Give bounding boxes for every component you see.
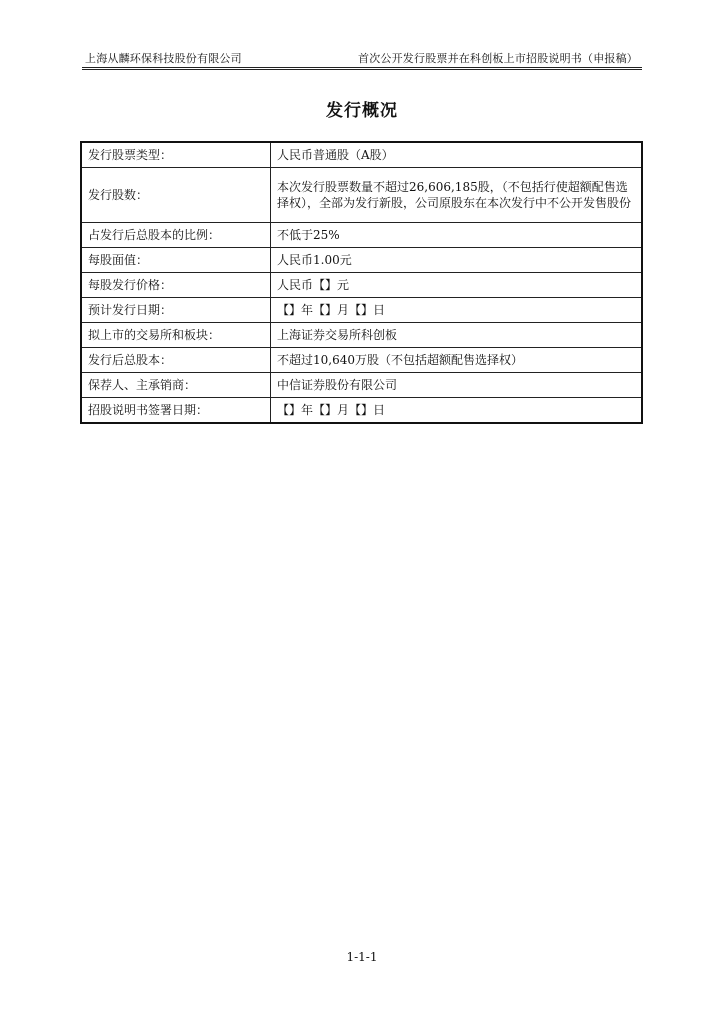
- table-row: [81, 223, 642, 248]
- row-label: 每股发行价格：: [81, 273, 271, 298]
- row-value: 不超过10,640万股（不包括超额配售选择权）: [271, 348, 643, 373]
- row-value: 本次发行股票数量不超过26,606,185股，（不包括行使超额配售选择权），全部为发行新股，公司原股东在本次发行中不公开发售股份: [271, 168, 643, 223]
- row-value: 人民币普通股（A股）: [271, 142, 643, 168]
- header-divider: [82, 67, 642, 68]
- row-value: 中信证券股份有限公司: [271, 373, 643, 398]
- row-label: 发行后总股本：: [81, 348, 271, 373]
- page-title: 发行概况: [326, 101, 398, 121]
- table-row: [81, 398, 642, 424]
- row-label: 发行股票类型：: [81, 142, 271, 168]
- row-label: 每股面值：: [81, 248, 271, 273]
- page-number: 1-1-1: [346, 950, 378, 964]
- row-value: 【】年【】月【】日: [271, 298, 643, 323]
- offering-summary-table: [80, 141, 643, 424]
- row-label: 预计发行日期：: [81, 298, 271, 323]
- header-company-name: 上海从麟环保科技股份有限公司: [85, 52, 242, 65]
- row-label: 占发行后总股本的比例：: [81, 223, 271, 248]
- header-divider-secondary: [82, 69, 642, 70]
- row-value: 【】年【】月【】日: [271, 398, 643, 424]
- table-row: [81, 348, 642, 373]
- row-value: 人民币【】元: [271, 273, 643, 298]
- table-row: [81, 373, 642, 398]
- row-label: 拟上市的交易所和板块：: [81, 323, 271, 348]
- table-row: [81, 168, 642, 223]
- row-label: 发行股数：: [81, 168, 271, 223]
- row-label: 招股说明书签署日期：: [81, 398, 271, 424]
- row-value: 不低于25%: [271, 223, 643, 248]
- table-row: [81, 298, 642, 323]
- table-row: [81, 248, 642, 273]
- table-row: [81, 142, 642, 168]
- row-value: 上海证券交易所科创板: [271, 323, 643, 348]
- table-row: [81, 273, 642, 298]
- table-row: [81, 323, 642, 348]
- header-document-title: 首次公开发行股票并在科创板上市招股说明书（申报稿）: [358, 52, 638, 65]
- row-label: 保荐人、主承销商：: [81, 373, 271, 398]
- row-value: 人民币1.00元: [271, 248, 643, 273]
